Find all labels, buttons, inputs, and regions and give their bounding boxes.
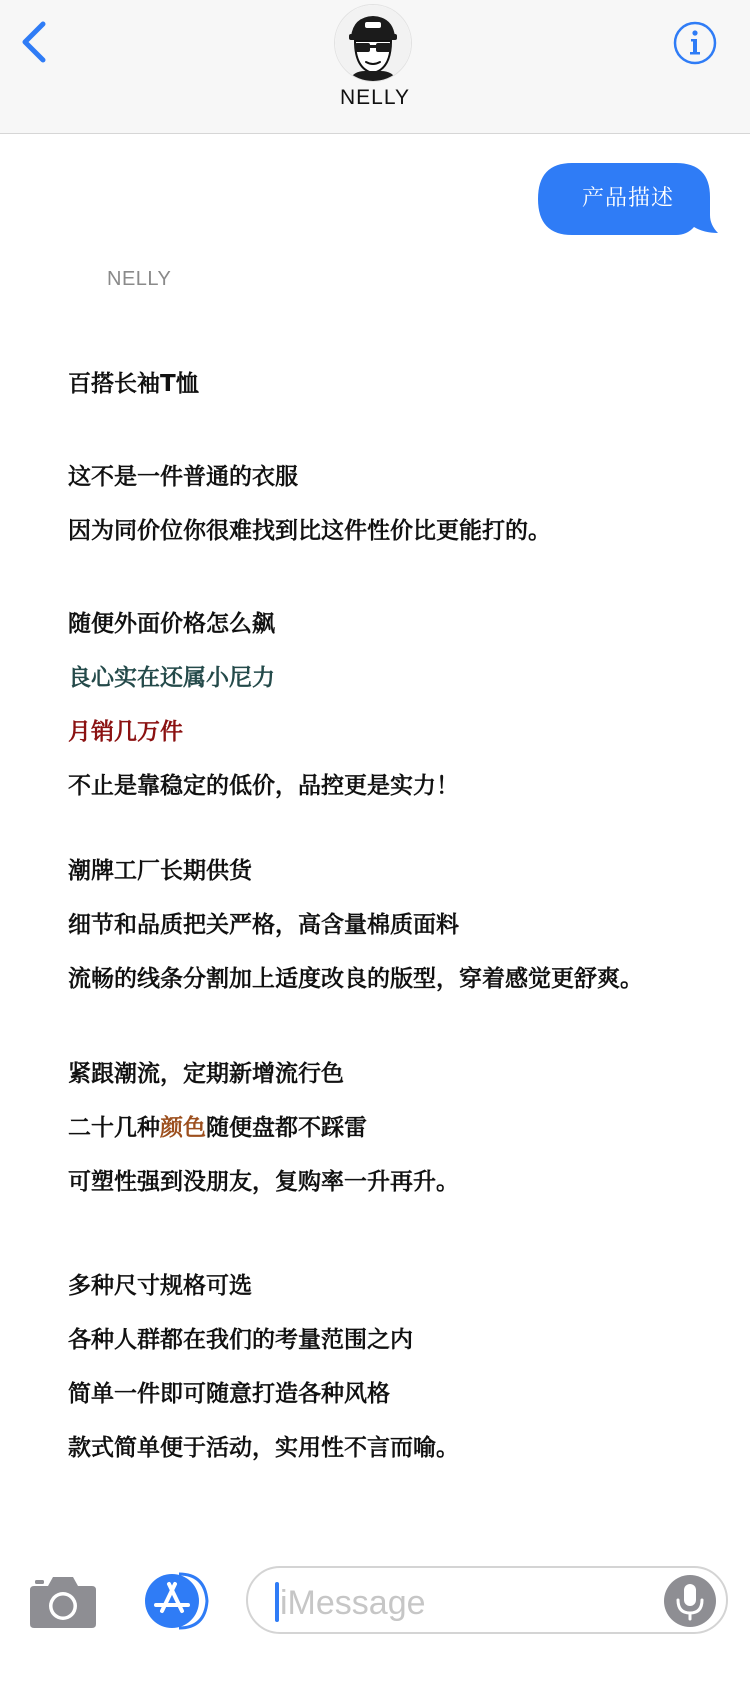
- message-line: 因为同价位你很难找到比这件性价比更能打的。: [68, 518, 551, 544]
- sender-name-label: NELLY: [107, 268, 172, 290]
- highlighted-word: 颜色: [160, 1115, 206, 1141]
- microphone-button[interactable]: [664, 1575, 716, 1627]
- chevron-left-icon: [16, 18, 56, 68]
- contact-avatar[interactable]: [334, 4, 412, 82]
- sent-message-bubble[interactable]: [538, 163, 718, 235]
- message-line: 细节和品质把关严格，高含量棉质面料: [68, 912, 459, 938]
- app-store-icon: [139, 1572, 213, 1630]
- text-cursor: [275, 1582, 279, 1622]
- avatar-cartoon-icon: [335, 5, 411, 81]
- message-line: 流畅的线条分割加上适度改良的版型，穿着感觉更舒爽。: [68, 966, 643, 992]
- message-line-title: 百搭长袖T恤: [68, 371, 199, 397]
- message-line: 随便外面价格怎么飙: [68, 611, 275, 637]
- info-icon: [672, 20, 718, 66]
- message-line: 各种人群都在我们的考量范围之内: [68, 1327, 413, 1353]
- message-line: 紧跟潮流，定期新增流行色: [68, 1061, 344, 1087]
- message-text-segment: 随便盘都不踩雷: [206, 1115, 367, 1141]
- message-line-teal: 良心实在还属小尼力: [68, 665, 275, 691]
- sent-message-text: 产品描述: [581, 186, 674, 211]
- message-line: 可塑性强到没朋友，复购率一升再升。: [68, 1169, 459, 1195]
- message-line-with-highlight: [68, 1109, 367, 1142]
- imessage-placeholder: iMessage: [280, 1584, 426, 1622]
- message-line: 这不是一件普通的衣服: [68, 464, 298, 490]
- message-line: 简单一件即可随意打造各种风格: [68, 1381, 390, 1407]
- message-line: 潮牌工厂长期供货: [68, 858, 252, 884]
- message-line: 多种尺寸规格可选: [68, 1273, 252, 1299]
- app-store-button[interactable]: [139, 1572, 213, 1630]
- back-button[interactable]: [16, 18, 56, 68]
- camera-icon: [28, 1572, 98, 1630]
- camera-button[interactable]: [28, 1572, 98, 1630]
- contact-name[interactable]: NELLY: [340, 86, 410, 109]
- conversation-header: [0, 0, 750, 134]
- message-line: 不止是靠稳定的低价，品控更是实力！: [68, 773, 459, 799]
- microphone-icon: [664, 1575, 716, 1627]
- info-button[interactable]: [672, 20, 718, 66]
- message-line-red: 月销几万件: [68, 719, 183, 745]
- message-text-segment: 二十几种: [68, 1115, 160, 1141]
- message-line: 款式简单便于活动，实用性不言而喻。: [68, 1435, 459, 1461]
